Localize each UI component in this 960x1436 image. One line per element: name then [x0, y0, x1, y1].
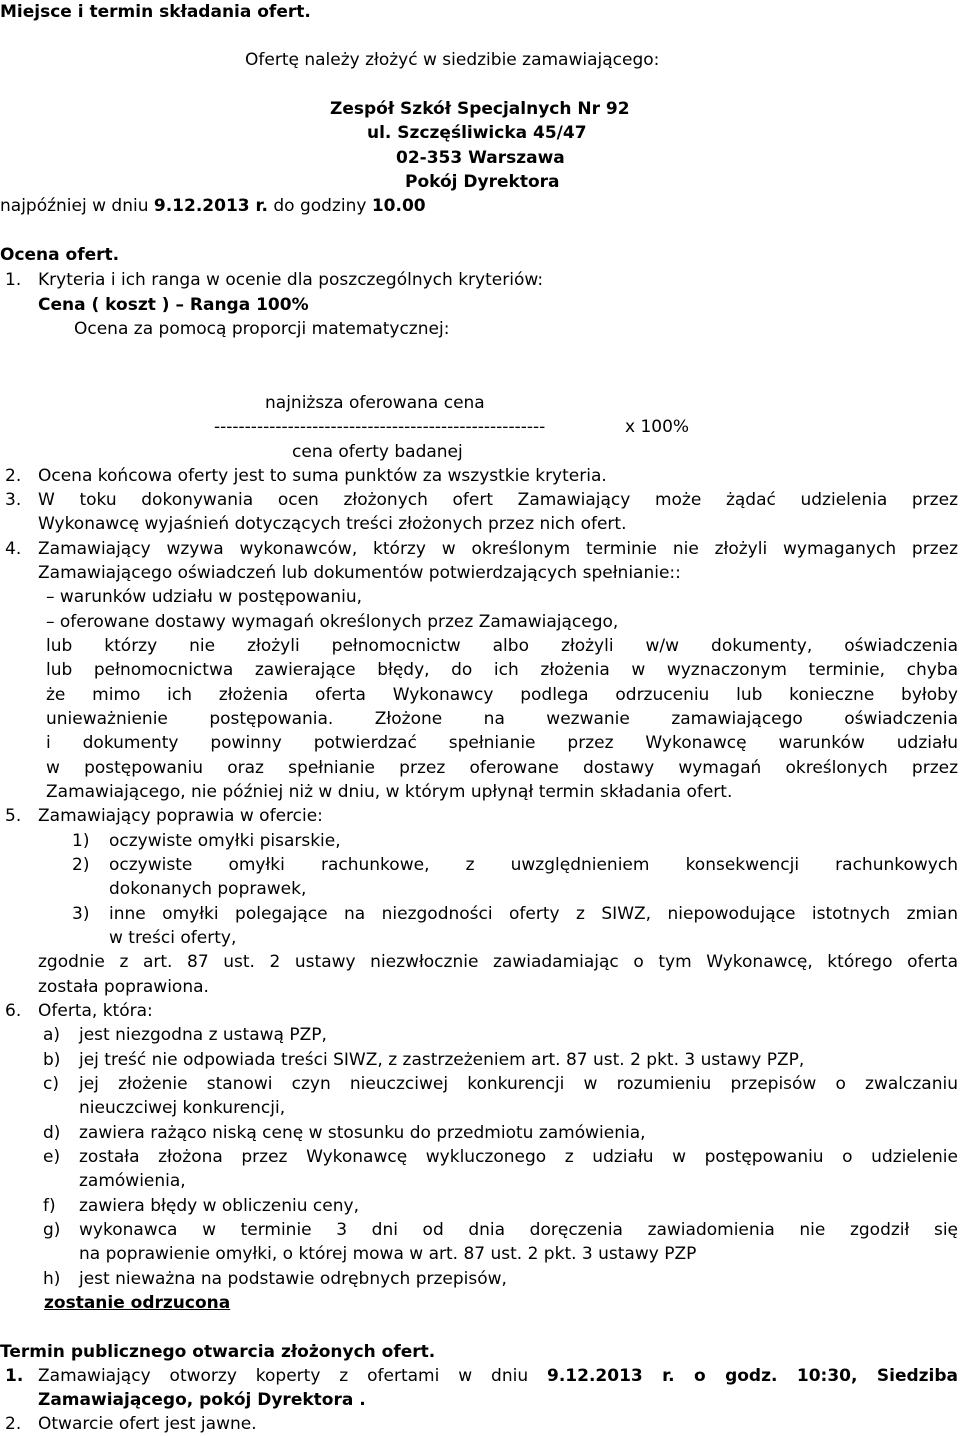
- call-rest-line-3: że mimo ich złożenia oferta Wykonawcy podlega odrzuceniu lub konieczne byłoby: [46, 685, 958, 705]
- sub-letter: g): [43, 1220, 61, 1240]
- clarification-line-2: Wykonawcę wyjaśnień dotyczących treści złożonych przez nich ofert.: [38, 514, 627, 534]
- sub-number: 2): [72, 855, 90, 875]
- deadline-date: 9.12.2013 r.: [153, 196, 268, 216]
- correction-item-2-line-2: dokonanych poprawek,: [109, 879, 307, 899]
- sub-number: 1): [72, 831, 90, 851]
- sub-letter: f): [43, 1196, 56, 1216]
- sub-letter: h): [43, 1269, 61, 1289]
- rejection-item-c-line-2: nieuczciwej konkurencji,: [79, 1098, 286, 1118]
- rejection-item-e-line-1: została złożona przez Wykonawcę wykluczonego z udziału w postępowaniu o udzielenie: [79, 1147, 958, 1167]
- sub-letter: b): [43, 1050, 61, 1070]
- sub-letter: a): [43, 1025, 61, 1045]
- opening-datetime: 9.12.2013 r. o godz. 10:30, Siedziba: [547, 1366, 959, 1386]
- call-line-2: Zamawiającego oświadczeń lub dokumentów potwierdzających spełnianie::: [38, 563, 681, 583]
- rejection-item-e-line-2: zamówienia,: [79, 1171, 186, 1191]
- call-rest-line-7: Zamawiającego, nie później niż w dniu, w którym upłynął termin składania ofert.: [46, 782, 733, 802]
- call-rest-line-6: w postępowaniu oraz spełnianie przez oferowane dostawy wymagań określonych przez: [46, 758, 958, 778]
- call-rest-line-1: lub którzy nie złożyli pełnomocnictw albo złożyli w/w dokumenty, oświadczenia: [46, 636, 958, 656]
- clarification-line-1: W toku dokonywania ocen złożonych ofert Zamawiający może żądać udzielenia przez: [38, 490, 958, 510]
- formula-multiplier: x 100%: [625, 417, 690, 437]
- opening-line-2: Zamawiającego, pokój Dyrektora .: [38, 1390, 366, 1410]
- sub-letter: c): [43, 1074, 59, 1094]
- rejection-result: zostanie odrzucona: [44, 1293, 231, 1313]
- criteria-text: Kryteria i ich ranga w ocenie dla poszczególnych kryteriów:: [38, 270, 544, 290]
- rejection-item-d: zawiera rażąco niską cenę w stosunku do przedmiotu zamówienia,: [79, 1123, 646, 1143]
- submission-intro: Ofertę należy złożyć w siedzibie zamawiającego:: [245, 50, 660, 70]
- item-number: 1.: [5, 270, 22, 290]
- address-line-4: Pokój Dyrektora: [405, 172, 560, 192]
- item-number: 2.: [5, 466, 22, 486]
- correction-item-1: oczywiste omyłki pisarskie,: [109, 831, 341, 851]
- sub-letter: e): [43, 1147, 61, 1167]
- opening-line-1: [38, 1364, 958, 1388]
- correction-item-3-line-1: inne omyłki polegające na niezgodności oferty z SIWZ, niepowodujące istotnych zmian: [109, 904, 958, 924]
- item-number: 5.: [5, 806, 22, 826]
- rejection-item-c-line-1: jej złożenie stanowi czyn nieuczciwej konkurencji w rozumieniu przepisów o zwalczaniu: [79, 1074, 958, 1094]
- deadline-mid: do godziny: [267, 196, 372, 216]
- item-number: 1.: [5, 1366, 24, 1386]
- criterion-price: Cena ( koszt ) – Ranga 100%: [38, 295, 309, 315]
- opening-public-text: Otwarcie ofert jest jawne.: [38, 1414, 257, 1434]
- rejection-item-g-line-2: na poprawienie omyłki, o której mowa w art. 87 ust. 2 pkt. 3 ustawy PZP: [79, 1244, 697, 1264]
- submission-deadline: [0, 194, 426, 218]
- call-line-1: Zamawiający wzywa wykonawców, którzy w określonym terminie nie złożyli wymaganych przez: [38, 539, 958, 559]
- item-number: 6.: [5, 1001, 22, 1021]
- item-number: 3.: [5, 490, 22, 510]
- call-rest-line-2: lub pełnomocnictwa zawierające błędy, do ich złożenia w wyznaczonym terminie, chyba: [46, 660, 958, 680]
- address-line-2: ul. Szczęśliwicka 45/47: [367, 123, 587, 143]
- sub-letter: d): [43, 1123, 61, 1143]
- rejection-item-h: jest nieważna na podstawie odrębnych przepisów,: [79, 1269, 507, 1289]
- dash-item-2: – oferowane dostawy wymagań określonych przez Zamawiającego,: [46, 612, 619, 632]
- corrections-intro: Zamawiający poprawia w ofercie:: [38, 806, 323, 826]
- address-line-1: Zespół Szkół Specjalnych Nr 92: [330, 99, 630, 119]
- rejection-item-b: jej treść nie odpowiada treści SIWZ, z zastrzeżeniem art. 87 ust. 2 pkt. 3 ustawy PZP,: [79, 1050, 805, 1070]
- formula-numerator: najniższa oferowana cena: [265, 393, 485, 413]
- call-rest-line-5: i dokumenty powinny potwierdzać spełnianie przez Wykonawcę warunków udziału: [46, 733, 958, 753]
- deadline-time: 10.00: [371, 196, 426, 216]
- section-heading-evaluation: Ocena ofert.: [0, 245, 120, 265]
- address-line-3: 02-353 Warszawa: [396, 148, 565, 168]
- correction-item-3-line-2: w treści oferty,: [109, 928, 237, 948]
- dash-item-1: – warunków udziału w postępowaniu,: [46, 587, 363, 607]
- formula-denominator: cena oferty badanej: [292, 442, 463, 462]
- rejection-item-f: zawiera błędy w obliczeniu ceny,: [79, 1196, 359, 1216]
- deadline-prefix: najpóźniej w dniu: [0, 196, 154, 216]
- section-heading-submission: Miejsce i termin składania ofert.: [0, 2, 311, 22]
- rejection-item-a: jest niezgodna z ustawą PZP,: [79, 1025, 327, 1045]
- corrections-after-line-2: została poprawiona.: [38, 977, 209, 997]
- opening-text: Zamawiający otworzy koperty z ofertami w dniu: [38, 1366, 548, 1386]
- rejection-item-g-line-1: wykonawca w terminie 3 dni od dnia doręczenia zawiadomienia nie zgodził się: [79, 1220, 958, 1240]
- item-number: 4.: [5, 539, 22, 559]
- call-rest-line-4: unieważnienie postępowania. Złożone na wezwanie zamawiającego oświadczenia: [46, 709, 958, 729]
- formula-fraction-line: ------------------------------------------------------: [214, 417, 546, 437]
- sub-number: 3): [72, 904, 90, 924]
- item-number: 2.: [5, 1414, 22, 1434]
- corrections-after-line-1: zgodnie z art. 87 ust. 2 ustawy niezwłocznie zawiadamiając o tym Wykonawcę, którego oferta: [38, 952, 958, 972]
- rejection-intro: Oferta, która:: [38, 1001, 153, 1021]
- final-score-text: Ocena końcowa oferty jest to suma punktów za wszystkie kryteria.: [38, 466, 607, 486]
- correction-item-2-line-1: oczywiste omyłki rachunkowe, z uwzględnieniem konsekwencji rachunkowych: [109, 855, 958, 875]
- evaluation-method: Ocena za pomocą proporcji matematycznej:: [74, 319, 450, 339]
- section-heading-opening: Termin publicznego otwarcia złożonych ofert.: [0, 1342, 436, 1362]
